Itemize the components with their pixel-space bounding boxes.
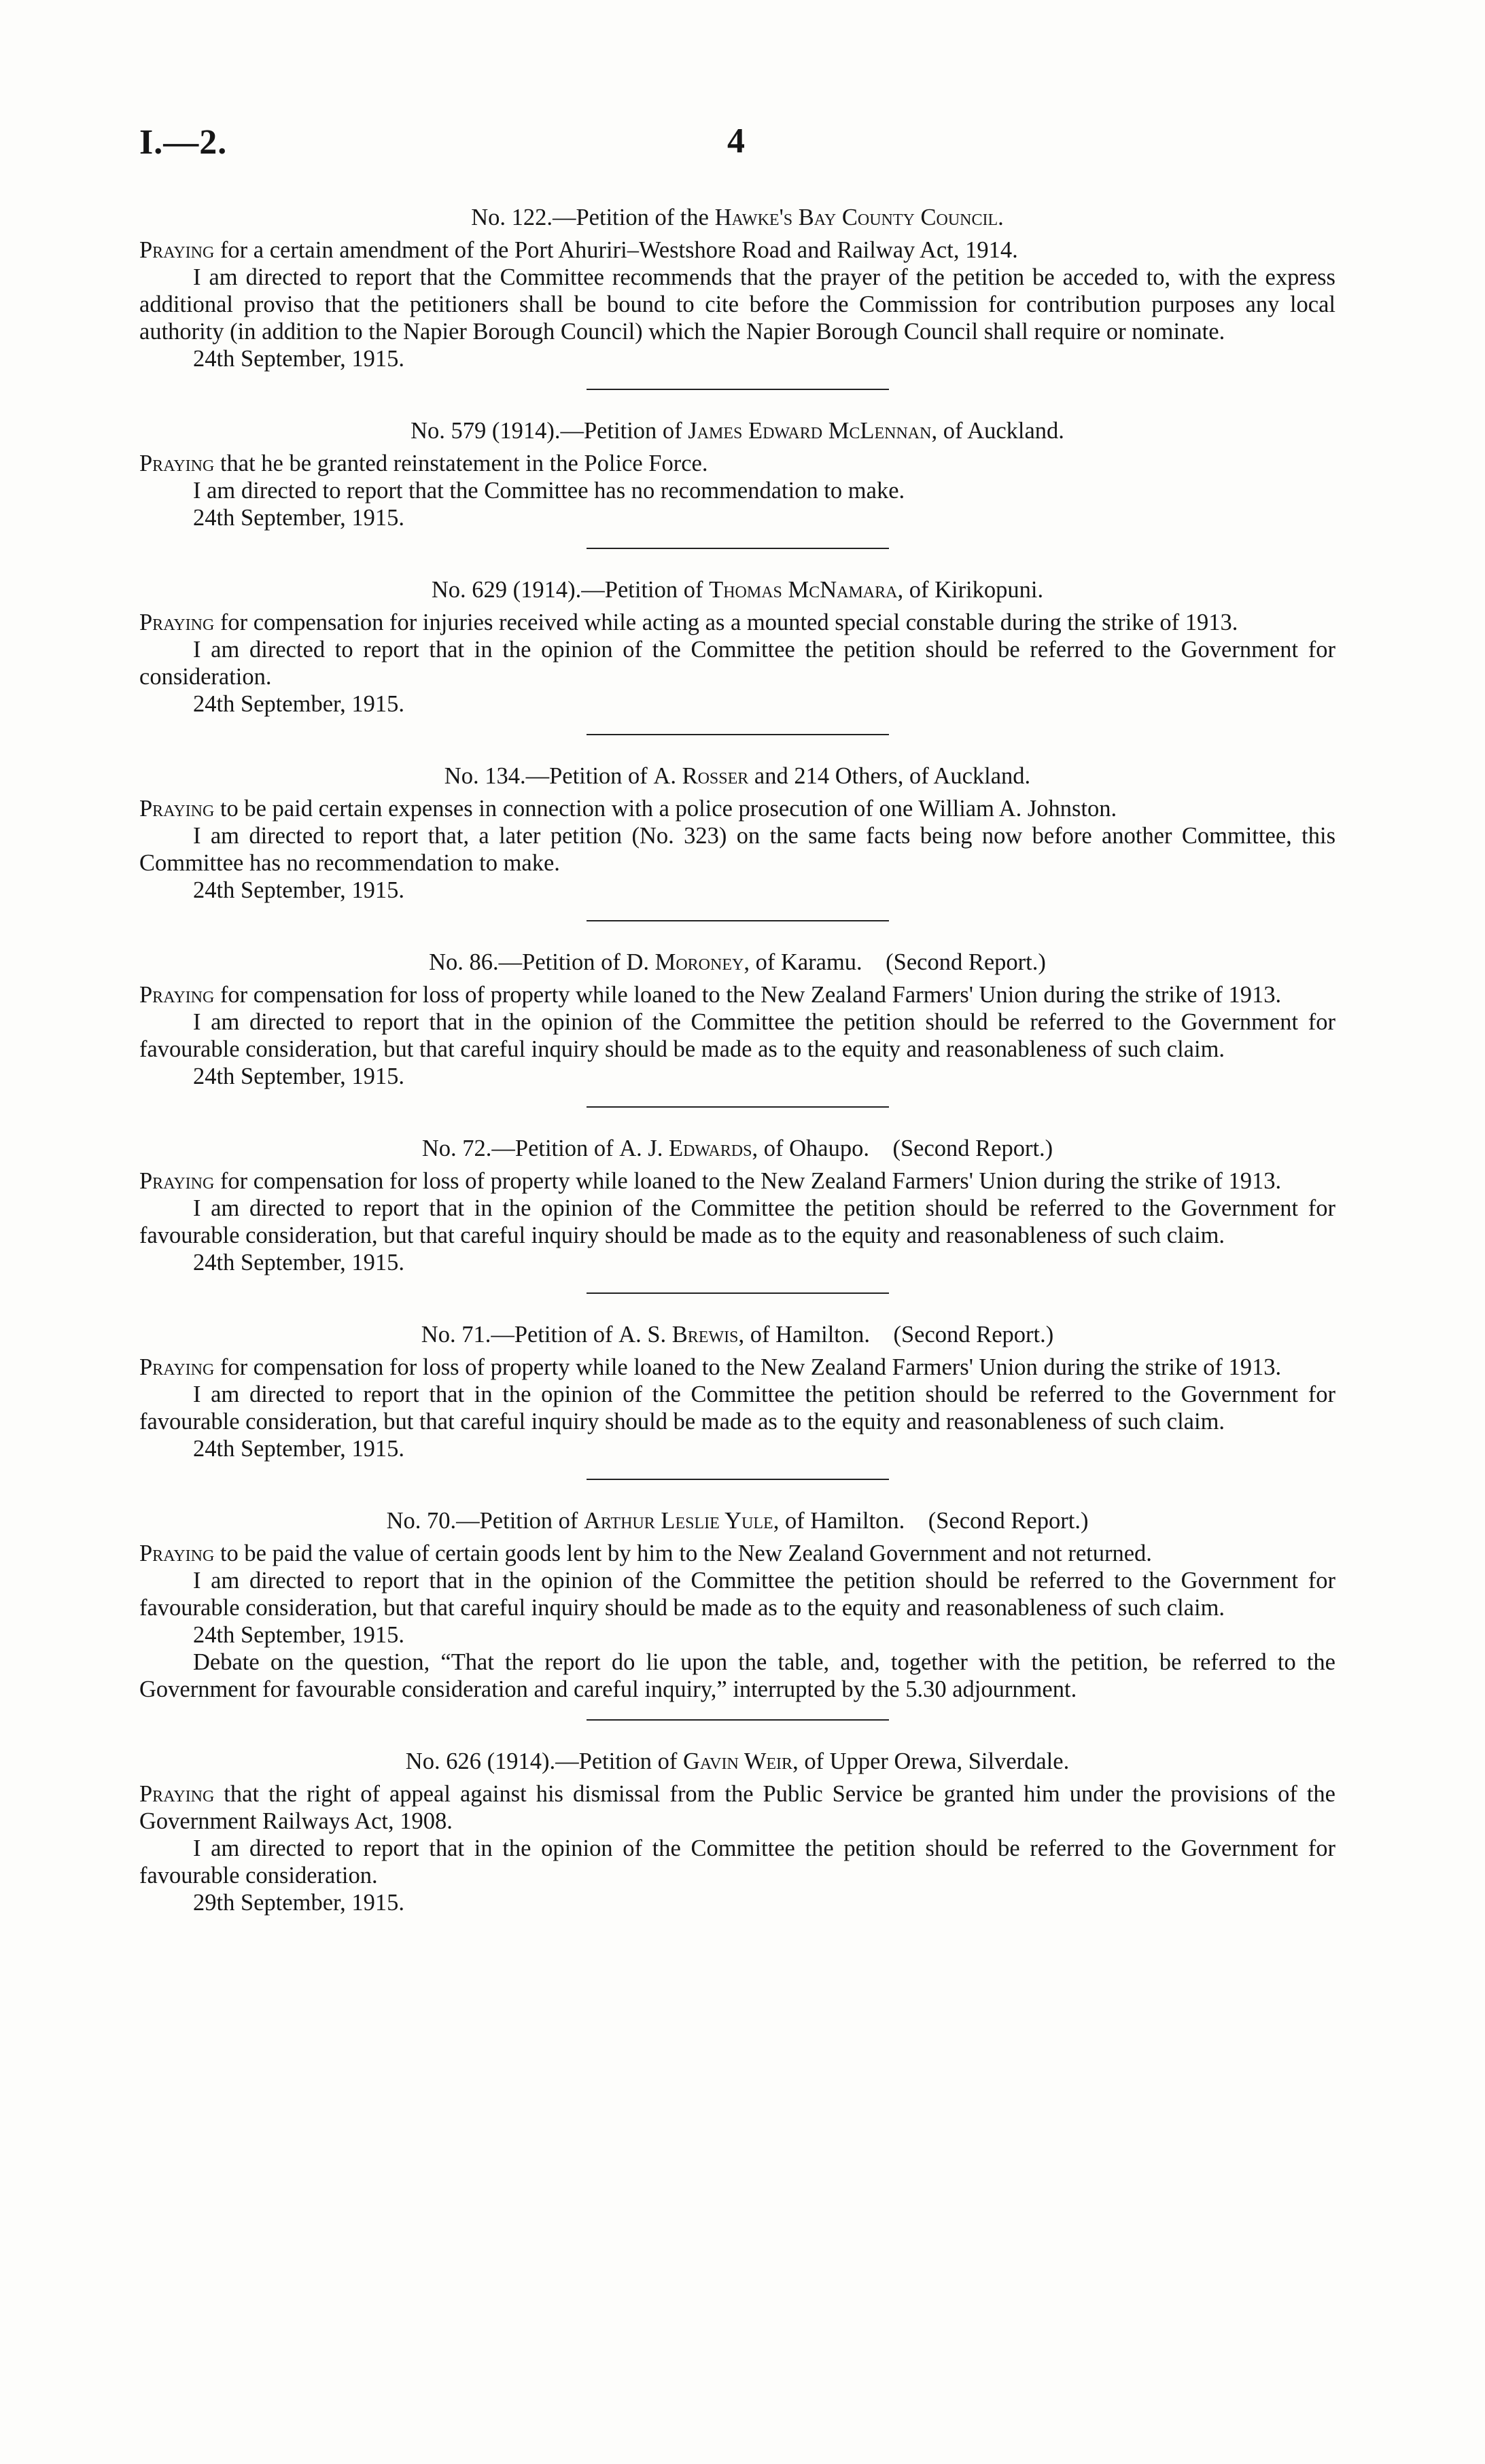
petitioner-name: A. Rosser — [653, 763, 749, 789]
petitioner-name: Arthur Leslie Yule — [583, 1508, 773, 1534]
committee-report: I am directed to report that the Committee recommends that the prayer of the petition be acceded to, with the express additional proviso that the petitioners shall be bound to cite before the Commission for contribution purposes any local authority (in addition to the Napier Borough Council) which the Napier Borough Council shall require or nominate. — [139, 264, 1335, 345]
section-divider — [587, 548, 889, 549]
petitioner-name: A. S. Brewis — [618, 1322, 739, 1348]
committee-report: I am directed to report that the Committee has no recommendation to make. — [193, 478, 905, 504]
section-divider — [587, 734, 889, 735]
report-date: 24th September, 1915. — [193, 691, 404, 717]
praying-paragraph: Praying that he be granted reinstatement in the Police Force. — [139, 451, 708, 476]
petition-section — [139, 1135, 1335, 1276]
section-divider — [587, 920, 889, 921]
petitioner-name: Gavin Weir — [683, 1748, 793, 1774]
petition-section — [139, 417, 1335, 531]
report-date: 29th September, 1915. — [193, 1890, 404, 1916]
report-date: 24th September, 1915. — [193, 1436, 404, 1462]
petition-title: No. 629 (1914).—Petition of Thomas McNamara, of Kirikopuni. — [431, 577, 1044, 603]
petition-title: No. 134.—Petition of A. Rosser and 214 Others, of Auckland. — [444, 763, 1031, 789]
petition-section — [139, 1507, 1335, 1703]
petition-title: No. 579 (1914).—Petition of James Edward McLennan, of Auckland. — [410, 418, 1064, 444]
petition-section — [139, 1321, 1335, 1462]
committee-report: I am directed to report that in the opinion of the Committee the petition should be referred to the Government for favourable consideration, but that careful inquiry should be made as to the equity and reasonableness of such claim. — [139, 1568, 1335, 1621]
petitioner-name: James Edward McLennan — [688, 418, 932, 444]
section-divider — [587, 1292, 889, 1294]
report-date: 24th September, 1915. — [193, 1063, 404, 1089]
petition-title: No. 71.—Petition of A. S. Brewis, of Hamilton. (Second Report.) — [421, 1322, 1054, 1348]
report-date: 24th September, 1915. — [193, 346, 404, 372]
petition-section — [139, 204, 1335, 372]
committee-report: I am directed to report that in the opinion of the Committee the petition should be referred to the Government for favourable consideration, but that careful inquiry should be made as to the equity and reasonableness of such claim. — [139, 1381, 1335, 1435]
committee-report: I am directed to report that, a later petition (No. 323) on the same facts being now before another Committee, this Committee has no recommendation to make. — [139, 823, 1335, 876]
section-divider — [587, 389, 889, 390]
petition-title: No. 626 (1914).—Petition of Gavin Weir, of Upper Orewa, Silverdale. — [405, 1748, 1070, 1774]
praying-paragraph: Praying for compensation for loss of property while loaned to the New Zealand Farmers' Union during the strike of 1913. — [139, 982, 1282, 1008]
committee-report: I am directed to report that in the opinion of the Committee the petition should be referred to the Government for consideration. — [139, 637, 1335, 690]
praying-paragraph: Praying to be paid the value of certain goods lent by him to the New Zealand Government and not returned. — [139, 1541, 1152, 1566]
praying-paragraph: Praying for a certain amendment of the Port Ahuriri–Westshore Road and Railway Act, 1914. — [139, 237, 1018, 263]
praying-paragraph: Praying for compensation for loss of property while loaned to the New Zealand Farmers' Union during the strike of 1913. — [139, 1354, 1282, 1380]
petitioner-name: A. J. Edwards — [619, 1136, 752, 1161]
petition-title: No. 72.—Petition of A. J. Edwards, of Ohaupo. (Second Report.) — [421, 1136, 1053, 1161]
report-date: 24th September, 1915. — [193, 1250, 404, 1275]
petition-title: No. 70.—Petition of Arthur Leslie Yule, of Hamilton. (Second Report.) — [386, 1508, 1089, 1534]
debate-note: Debate on the question, “That the report do lie upon the table, and, together with the petition, be referred to the Government for favourable consideration and careful inquiry,” interrupted by the 5.30 adjournment. — [139, 1649, 1335, 1702]
praying-paragraph: Praying that the right of appeal against his dismissal from the Public Service be granted him under the provisions of the Government Railways Act, 1908. — [139, 1781, 1335, 1834]
committee-report: I am directed to report that in the opinion of the Committee the petition should be referred to the Government for favourable consideration. — [139, 1835, 1335, 1888]
document-page — [139, 122, 1335, 1916]
petitioner-name: D. Moroney — [626, 949, 744, 975]
page-number: 4 — [727, 122, 745, 160]
petition-section — [139, 576, 1335, 718]
petition-section — [139, 949, 1335, 1090]
report-date: 24th September, 1915. — [193, 505, 404, 531]
paper-reference: I.—2. — [139, 123, 228, 162]
petitioner-name: Hawke's Bay County Council — [714, 205, 998, 230]
page-header — [139, 122, 1335, 204]
report-date: 24th September, 1915. — [193, 877, 404, 903]
committee-report: I am directed to report that in the opinion of the Committee the petition should be referred to the Government for favourable consideration, but that careful inquiry should be made as to the equity and reasonableness of such claim. — [139, 1195, 1335, 1248]
section-divider — [587, 1106, 889, 1108]
section-divider — [587, 1719, 889, 1721]
section-divider — [587, 1479, 889, 1480]
petitioner-name: Thomas McNamara — [709, 577, 898, 603]
petition-section — [139, 1748, 1335, 1916]
committee-report: I am directed to report that in the opinion of the Committee the petition should be referred to the Government for favourable consideration, but that careful inquiry should be made as to the equity and reasonableness of such claim. — [139, 1009, 1335, 1062]
praying-paragraph: Praying for compensation for injuries received while acting as a mounted special constable during the strike of 1913. — [139, 610, 1238, 635]
praying-paragraph: Praying to be paid certain expenses in connection with a police prosecution of one William A. Johnston. — [139, 796, 1117, 822]
petition-section — [139, 762, 1335, 904]
petition-title: No. 86.—Petition of D. Moroney, of Karamu. (Second Report.) — [429, 949, 1046, 975]
report-date: 24th September, 1915. — [193, 1622, 404, 1648]
petition-title: No. 122.—Petition of the Hawke's Bay County Council. — [471, 205, 1004, 230]
praying-paragraph: Praying for compensation for loss of property while loaned to the New Zealand Farmers' Union during the strike of 1913. — [139, 1168, 1282, 1194]
